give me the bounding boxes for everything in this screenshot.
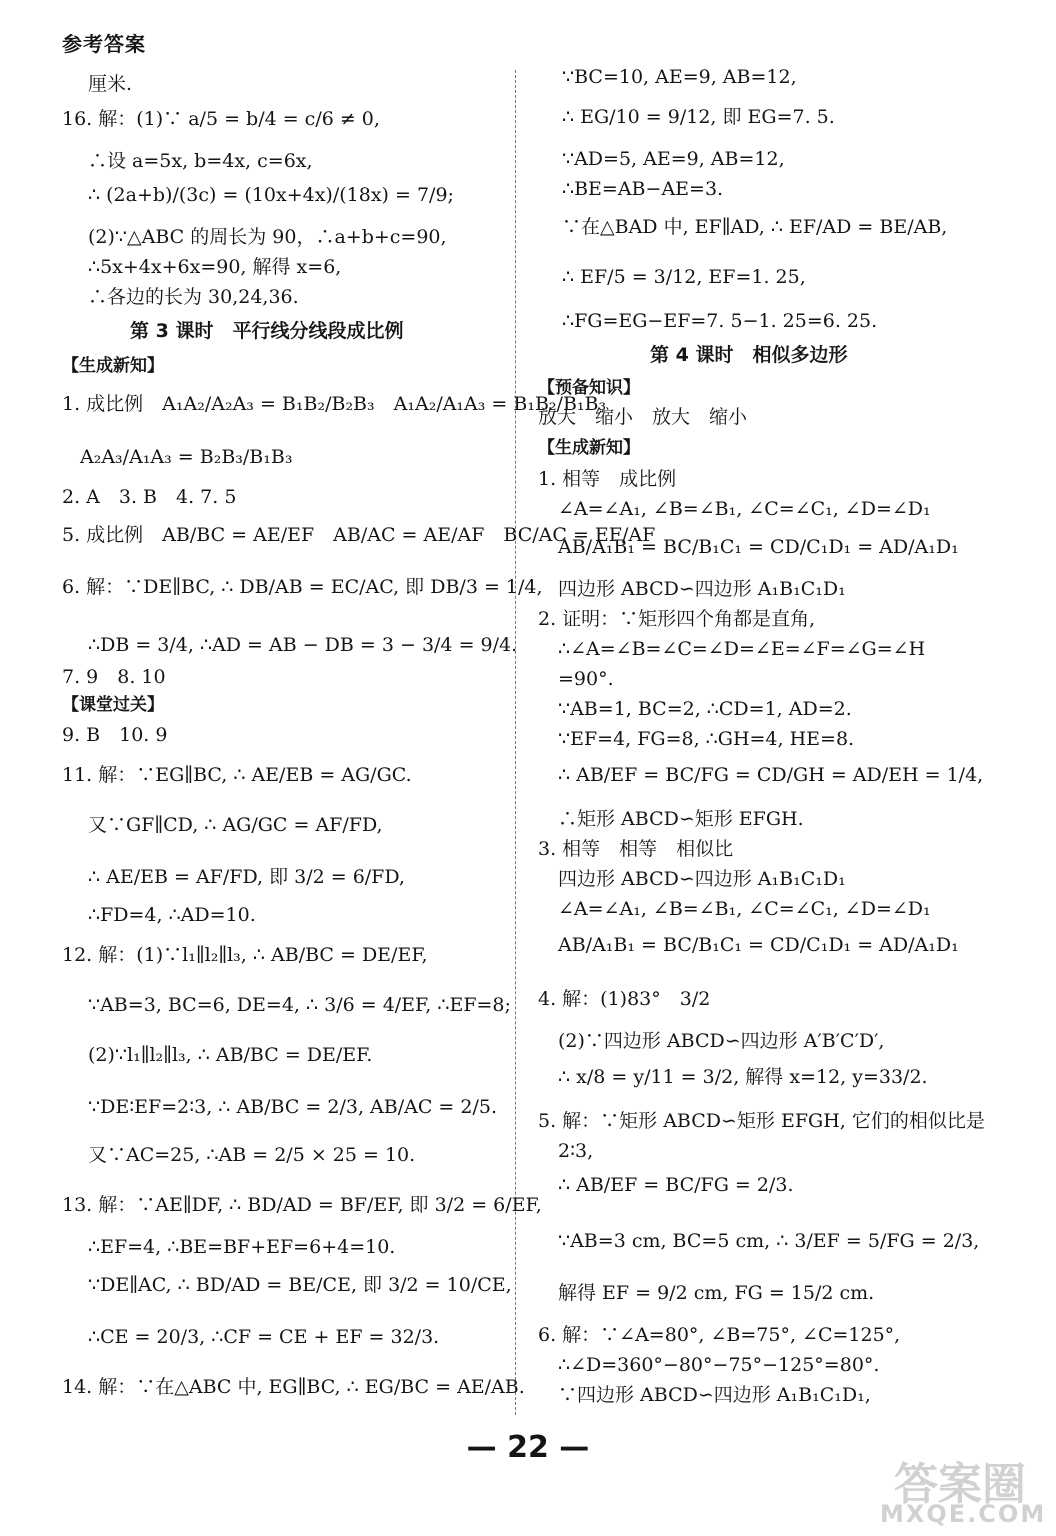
section-label: 【生成新知】 [62, 356, 164, 376]
text-line: 放大 缩小 放大 缩小 [538, 406, 748, 428]
watermark-url: MXQE.COM [880, 1500, 1047, 1528]
text-line: ∴BE=AB−AE=3. [562, 178, 724, 200]
text-line: 又∵GF∥CD, ∴ AG/GC = AF/FD, [88, 814, 383, 836]
section-title: 第 4 课时 相似多边形 [650, 344, 848, 366]
text-line: ∴∠A=∠B=∠C=∠D=∠E=∠F=∠G=∠H [558, 638, 926, 660]
text-line: 4. 解：(1)83° 3/2 [538, 988, 711, 1010]
text-line: 11. 解：∵EG∥BC, ∴ AE/EB = AG/GC. [62, 764, 412, 786]
text-line: (2)∵l₁∥l₂∥l₃, ∴ AB/BC = DE/EF. [88, 1044, 373, 1066]
page-header: 参考答案 [62, 32, 146, 56]
text-line: 厘米. [88, 73, 133, 95]
text-line: 14. 解：∵在△ABC 中, EG∥BC, ∴ EG/BC = AE/AB. [62, 1376, 525, 1398]
text-line: ∴ AE/EB = AF/FD, 即 3/2 = 6/FD, [88, 866, 405, 888]
text-line: 1. 成比例 A₁A₂/A₂A₃ = B₁B₂/B₂B₃ A₁A₂/A₁A₃ = B₁B₂/B₁B₃ [62, 393, 607, 415]
text-line: ∵DE∶EF=2∶3, ∴ AB/BC = 2/3, AB/AC = 2/5. [88, 1096, 497, 1118]
text-line: ∴ (2a+b)/(3c) = (10x+4x)/(18x) = 7/9; [88, 184, 454, 206]
text-line: =90°. [558, 668, 614, 690]
text-line: 四边形 ABCD∽四边形 A₁B₁C₁D₁ [558, 578, 846, 600]
text-line: ∴FD=4, ∴AD=10. [88, 904, 256, 926]
text-line: 7. 9 8. 10 [62, 666, 166, 688]
text-line: ∴ AB/EF = BC/FG = 2/3. [558, 1174, 794, 1196]
text-line: ∴EF=4, ∴BE=BF+EF=6+4=10. [88, 1236, 396, 1258]
text-line: ∵在△BAD 中, EF∥AD, ∴ EF/AD = BE/AB, [562, 216, 948, 238]
text-line: 解得 EF = 9/2 cm, FG = 15/2 cm. [558, 1282, 875, 1304]
section-label: 【生成新知】 [538, 438, 640, 458]
text-line: ∵AD=5, AE=9, AB=12, [562, 148, 785, 170]
text-line: ∴ AB/EF = BC/FG = CD/GH = AD/EH = 1/4, [558, 764, 984, 786]
text-line: 5. 解：∵矩形 ABCD∽矩形 EFGH, 它们的相似比是 [538, 1110, 985, 1132]
text-line: ∠A=∠A₁, ∠B=∠B₁, ∠C=∠C₁, ∠D=∠D₁ [558, 898, 931, 920]
text-line: ∵DE∥AC, ∴ BD/AD = BE/CE, 即 3/2 = 10/CE, [88, 1274, 512, 1296]
text-line: ∴∠D=360°−80°−75°−125°=80°. [558, 1354, 880, 1376]
text-line: 2∶3, [558, 1140, 594, 1162]
text-line: 13. 解：∵AE∥DF, ∴ BD/AD = BF/EF, 即 3/2 = 6/EF, [62, 1194, 542, 1216]
text-line: ∴CE = 20/3, ∴CF = CE + EF = 32/3. [88, 1326, 440, 1348]
text-line: ∴设 a=5x, b=4x, c=6x, [88, 150, 313, 172]
text-line: 2. 证明：∵矩形四个角都是直角, [538, 608, 816, 630]
text-line: ∴DB = 3/4, ∴AD = AB − DB = 3 − 3/4 = 9/4. [88, 634, 518, 656]
text-line: 16. 解：(1)∵ a/5 = b/4 = c/6 ≠ 0, [62, 108, 380, 130]
section-label: 【预备知识】 [538, 378, 640, 398]
text-line: ∵AB=3, BC=6, DE=4, ∴ 3/6 = 4/EF, ∴EF=8; [88, 994, 511, 1016]
watermark-chars: 答案圈 [894, 1459, 1026, 1510]
text-line: ∴ EF/5 = 3/12, EF=1. 25, [562, 266, 806, 288]
text-line: 6. 解：∵∠A=80°, ∠B=75°, ∠C=125°, [538, 1324, 901, 1346]
text-line: ∵AB=1, BC=2, ∴CD=1, AD=2. [558, 698, 852, 720]
text-line: 又∵AC=25, ∴AB = 2/5 × 25 = 10. [88, 1144, 416, 1166]
text-line: 6. 解：∵DE∥BC, ∴ DB/AB = EC/AC, 即 DB/3 = 1/4, [62, 576, 543, 598]
text-line: ∠A=∠A₁, ∠B=∠B₁, ∠C=∠C₁, ∠D=∠D₁ [558, 498, 931, 520]
text-line: 2. A 3. B 4. 7. 5 [62, 486, 237, 508]
text-line: ∴矩形 ABCD∽矩形 EFGH. [558, 808, 804, 830]
text-line: ∴ x/8 = y/11 = 3/2, 解得 x=12, y=33/2. [558, 1066, 928, 1088]
text-line: ∴5x+4x+6x=90, 解得 x=6, [88, 256, 342, 278]
section-title: 第 3 课时 平行线分线段成比例 [130, 320, 404, 342]
text-line: (2)∵△ABC 的周长为 90，∴a+b+c=90, [88, 226, 447, 248]
text-line: 9. B 10. 9 [62, 724, 168, 746]
text-line: ∴FG=EG−EF=7. 5−1. 25=6. 25. [562, 310, 878, 332]
section-label: 【课堂过关】 [62, 695, 164, 715]
text-line: 四边形 ABCD∽四边形 A₁B₁C₁D₁ [558, 868, 846, 890]
text-line: AB/A₁B₁ = BC/B₁C₁ = CD/C₁D₁ = AD/A₁D₁ [558, 536, 959, 558]
text-line: ∵BC=10, AE=9, AB=12, [562, 66, 797, 88]
text-line: AB/A₁B₁ = BC/B₁C₁ = CD/C₁D₁ = AD/A₁D₁ [558, 934, 959, 956]
text-line: A₂A₃/A₁A₃ = B₂B₃/B₁B₃ [80, 446, 293, 468]
text-line: ∵EF=4, FG=8, ∴GH=4, HE=8. [558, 728, 855, 750]
text-line: 3. 相等 相等 相似比 [538, 838, 734, 860]
watermark-logo [880, 1448, 1047, 1530]
text-line: 5. 成比例 AB/BC = AE/EF AB/AC = AE/AF BC/AC = EF/AF [62, 524, 656, 546]
text-line: ∵四边形 ABCD∽四边形 A₁B₁C₁D₁, [558, 1384, 871, 1406]
text-line: ∴各边的长为 30,24,36. [88, 286, 299, 308]
text-line: ∴ EG/10 = 9/12, 即 EG=7. 5. [562, 106, 835, 128]
text-line: ∵AB=3 cm, BC=5 cm, ∴ 3/EF = 5/FG = 2/3, [558, 1230, 980, 1252]
text-line: 12. 解：(1)∵l₁∥l₂∥l₃, ∴ AB/BC = DE/EF, [62, 944, 428, 966]
text-line: (2)∵四边形 ABCD∽四边形 A′B′C′D′, [558, 1030, 885, 1052]
text-line: 1. 相等 成比例 [538, 468, 677, 490]
page-number: — 22 — [466, 1430, 590, 1465]
